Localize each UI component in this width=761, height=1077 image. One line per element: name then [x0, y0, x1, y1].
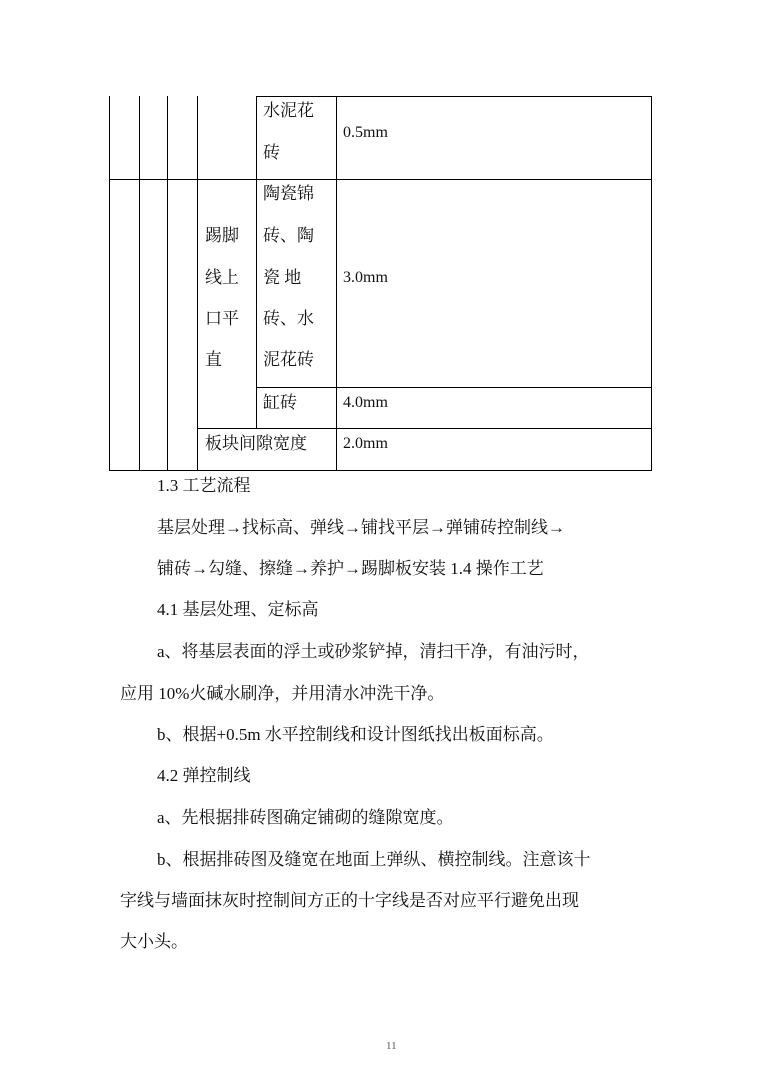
paragraph: b、根据+0.5m 水平控制线和设计图纸找出板面标高。 [157, 725, 554, 744]
section-heading: 1.3 工艺流程 [157, 476, 251, 495]
paragraph: 大小头。 [120, 932, 188, 951]
table-cell-material: 泥花砖 [263, 350, 314, 369]
table-border [651, 96, 652, 470]
table-border [167, 96, 168, 470]
page-number: 11 [386, 1040, 397, 1052]
paragraph: 应用 10%火碱水刷净，并用清水冲洗干净。 [120, 684, 445, 703]
section-heading: 4.1 基层处理、定标高 [157, 600, 319, 619]
table-cell-material: 缸砖 [263, 393, 297, 412]
table-border [197, 96, 198, 470]
table-border [256, 96, 652, 97]
table-cell-material: 陶瓷锦 [263, 184, 314, 203]
table-border [109, 96, 110, 470]
paragraph: 铺砖→勾缝、擦缝→养护→踢脚板安装 1.4 操作工艺 [157, 559, 544, 578]
table-cell-value: 0.5mm [343, 124, 388, 141]
table-cell-material: 水泥花 [263, 101, 314, 120]
table-cell-material: 砖、陶 [263, 226, 314, 245]
table-border [256, 96, 257, 428]
paragraph: 基层处理→找标高、弹线→铺找平层→弹铺砖控制线→ [157, 518, 565, 537]
table-cell-item: 线上 [205, 268, 239, 287]
paragraph: b、根据排砖图及缝宽在地面上弹纵、横控制线。注意该十 [157, 850, 591, 869]
table-cell-item: 口平 [205, 309, 239, 328]
paragraph: 字线与墙面抹灰时控制间方正的十字线是否对应平行避免出现 [120, 891, 579, 910]
table-cell-item: 板块间隙宽度 [205, 434, 307, 453]
table-border [139, 96, 140, 470]
table-border [109, 179, 652, 180]
table-cell-item: 踢脚 [205, 226, 239, 245]
table-cell-item: 直 [205, 350, 222, 369]
table-cell-value: 3.0mm [343, 269, 388, 286]
table-cell-value: 2.0mm [343, 435, 388, 452]
section-heading: 4.2 弹控制线 [157, 766, 251, 785]
table-cell-value: 4.0mm [343, 394, 388, 411]
paragraph: a、先根据排砖图确定铺砌的缝隙宽度。 [157, 808, 454, 827]
paragraph: a、将基层表面的浮土或砂浆铲掉，清扫干净，有油污时， [157, 642, 590, 661]
table-cell-material: 砖 [263, 143, 280, 162]
table-cell-material: 砖、水 [263, 309, 314, 328]
table-cell-material: 瓷 地 [263, 268, 302, 287]
table-border [336, 96, 337, 470]
table-border [109, 470, 652, 471]
table-border [256, 387, 652, 388]
